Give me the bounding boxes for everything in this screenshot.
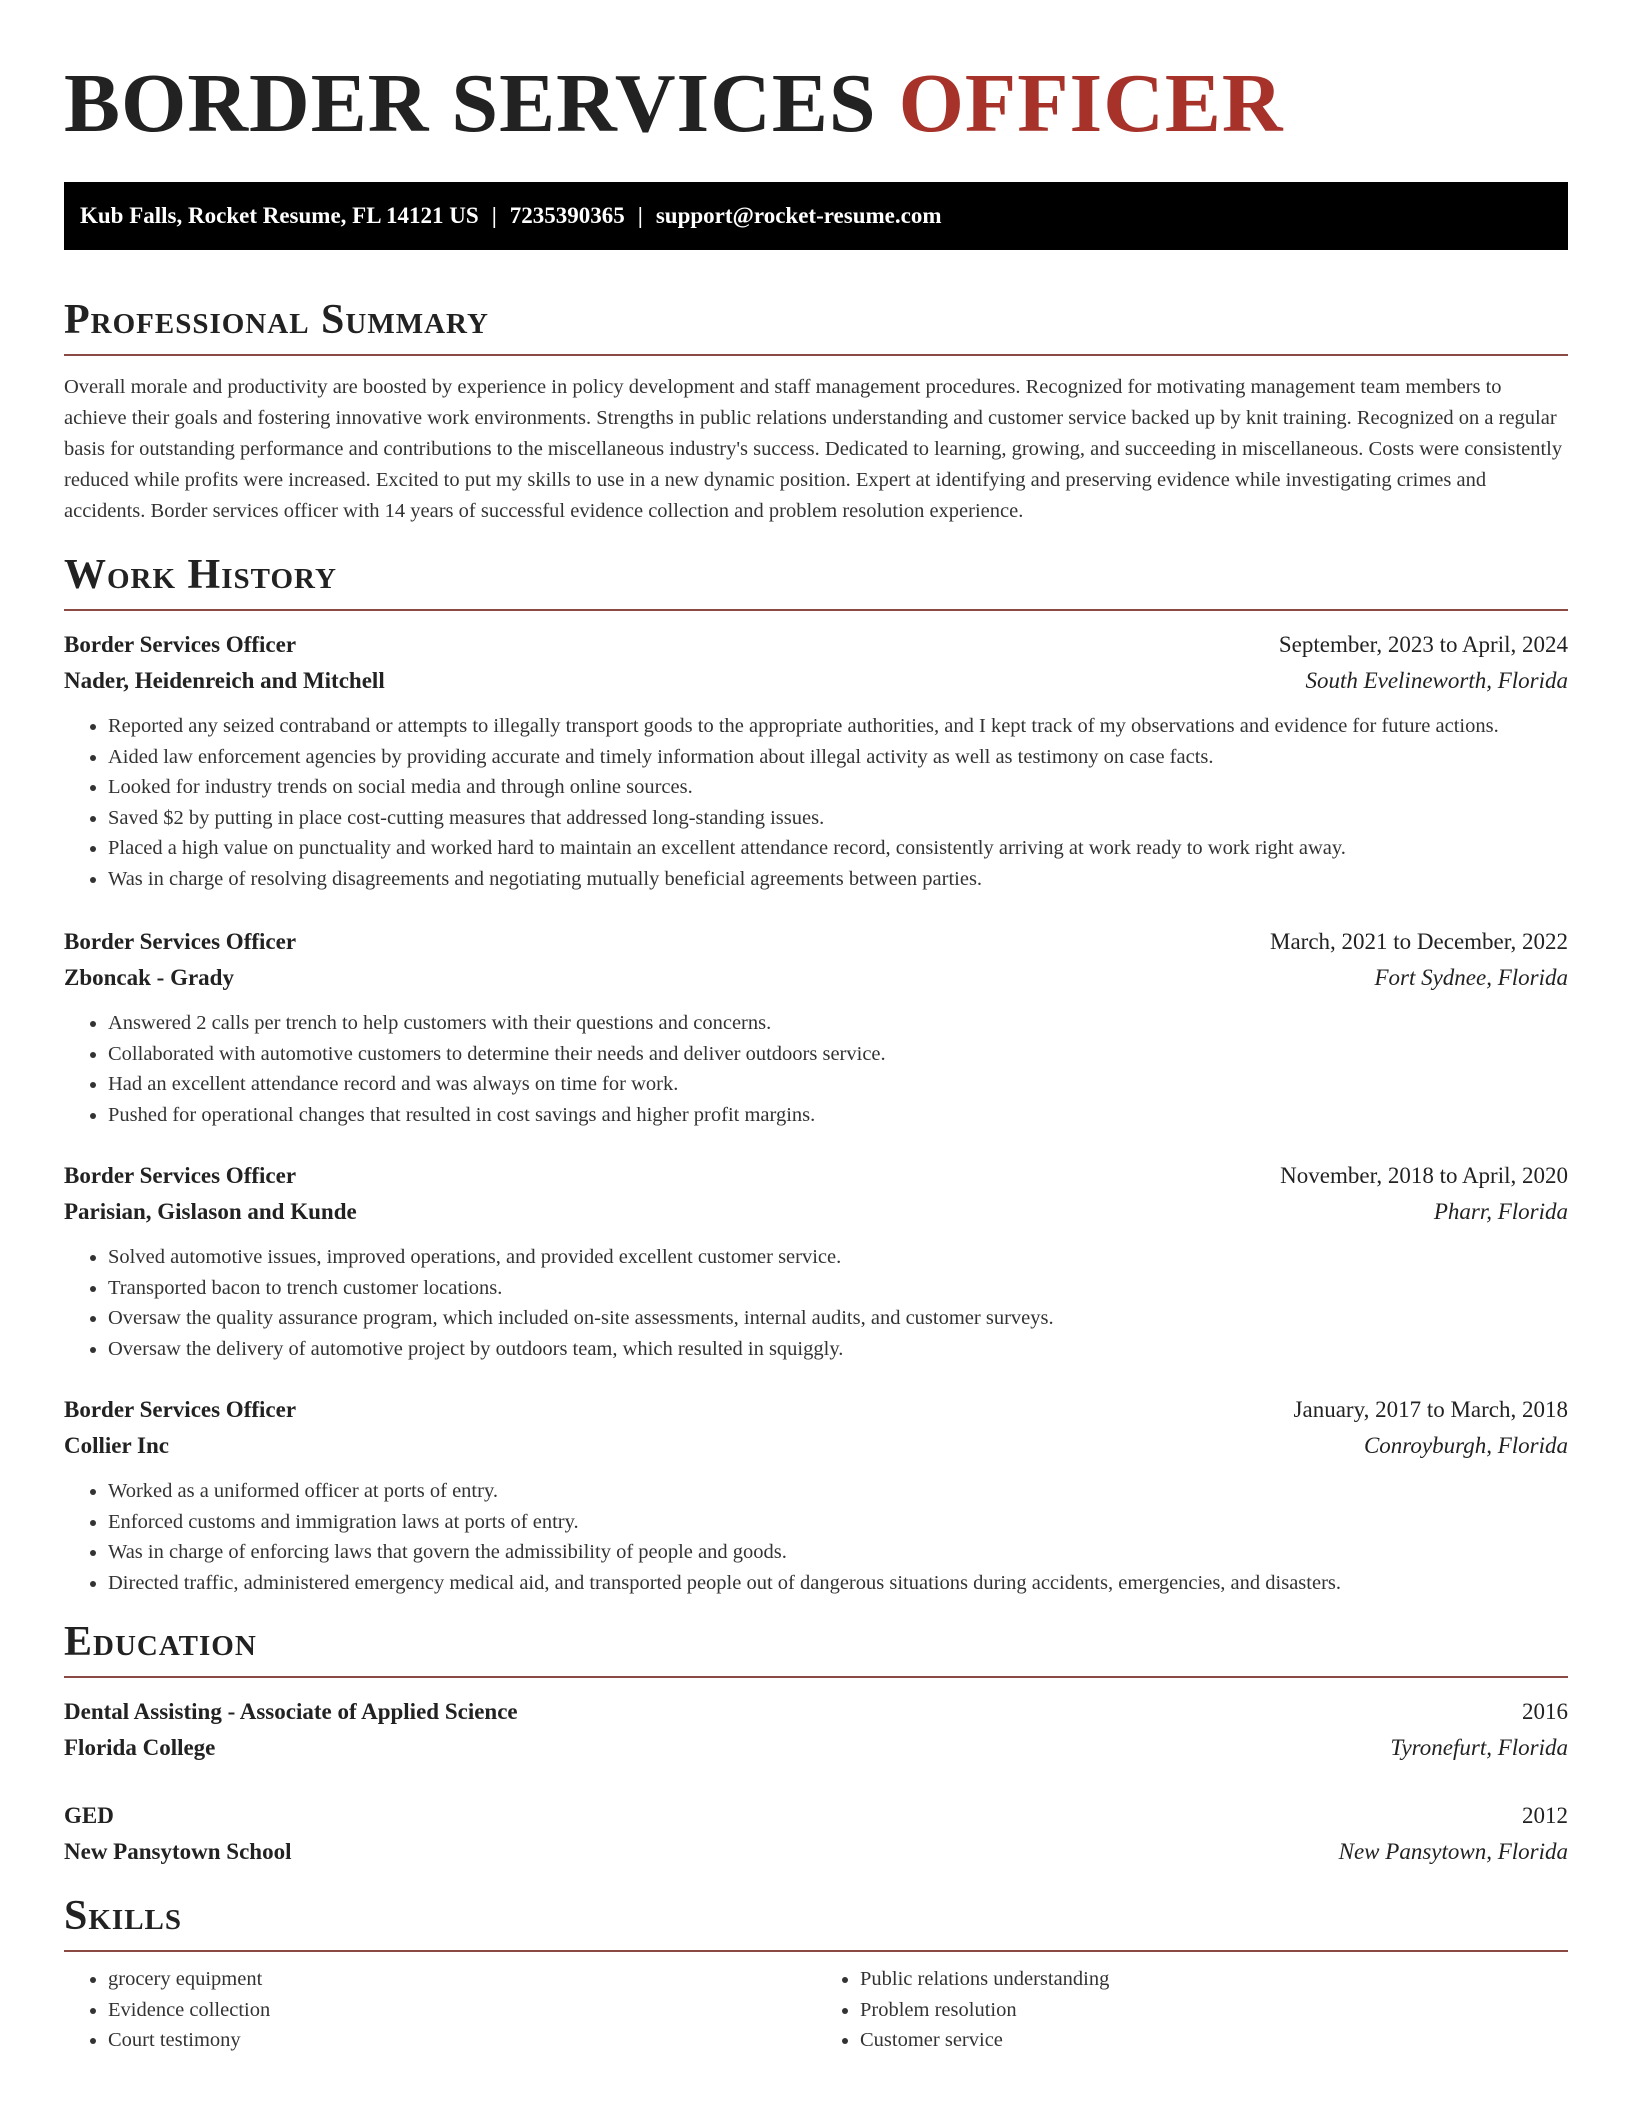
education-year: 2016 [1522,1699,1568,1724]
education-year: 2012 [1522,1803,1568,1828]
skills-list-left [64,1964,816,2056]
section-title-skills: Skills [64,1893,183,1939]
job-company: Nader, Heidenreich and Mitchell [64,668,385,693]
job-bullet: • Worked as a uniformed officer at ports of entry. [108,1476,1568,1507]
job-company: Parisian, Gislason and Kunde [64,1199,357,1224]
education-school: New Pansytown School [64,1839,292,1864]
job-bullets [64,1476,1568,1598]
skill-item: • Evidence collection [108,1995,816,2026]
education-header-row [64,1798,1568,1834]
education-school-row [64,1730,1568,1766]
section-divider [64,354,1568,356]
job-company-row [64,960,1568,996]
section-divider [64,609,1568,611]
job-location: Conroyburgh, Florida [1363,1433,1568,1458]
education-school: Florida College [64,1735,216,1760]
job-bullet: • Saved $2 by putting in place cost-cutting measures that addressed long-standing issues. [108,803,1568,834]
contact-bar [64,182,1568,250]
contact-address: Kub Falls, Rocket Resume, FL 14121 US [80,203,479,228]
job-bullet: • Solved automotive issues, improved operations, and provided excellent customer service. [108,1242,1568,1273]
job-bullet: • Answered 2 calls per trench to help customers with their questions and concerns. [108,1008,1568,1039]
education-degree: GED [64,1803,114,1828]
job-role: Border Services Officer [64,1163,297,1188]
job-dates: September, 2023 to April, 2024 [1278,632,1568,657]
education-entry [64,1798,1568,1870]
summary-text: Overall morale and productivity are boosted by experience in policy development and staff management procedures. Recognized for motivating management team members to achieve their goals and fostering innovative work environments. Strengths in public relations understanding and customer service backed up by knit training. Recognized on a regular basis for outstanding performance and contributions to the miscellaneous industry's success. Dedicated to learning, growing, and succeeding in miscellaneous. Costs were consistently reduced while profits were increased. Excited to put my skills to use in a new dynamic position. Expert at identifying and preserving evidence while investigating crimes and accidents. Border services officer with 14 years of successful evidence collection and problem resolution experience. [64,376,1563,522]
contact-email: support@rocket-resume.com [655,203,942,228]
skills-section [64,1892,1568,2056]
job-role: Border Services Officer [64,1397,297,1422]
skill-item: • Court testimony [108,2025,816,2056]
work-section [64,551,1568,1598]
section-title-education: Education [64,1619,257,1665]
job-bullets [64,711,1568,894]
resume-title [64,0,1568,150]
job-bullet: • Had an excellent attendance record and was always on time for work. [108,1069,1568,1100]
job-entry [64,627,1568,894]
skill-item: • Problem resolution [860,1995,1568,2026]
job-role: Border Services Officer [64,929,297,954]
section-divider [64,1950,1568,1952]
title-accent: OFFICER [898,57,1284,150]
job-company: Zboncak - Grady [64,965,234,990]
job-entry [64,1158,1568,1364]
job-header-row [64,627,1568,663]
title-main: BORDER SERVICES [64,57,877,150]
job-bullet: • Oversaw the quality assurance program, which included on-site assessments, internal audits, and customer surveys. [108,1303,1568,1334]
job-company-row [64,1194,1568,1230]
job-bullet: • Enforced customs and immigration laws at ports of entry. [108,1507,1568,1538]
job-location: South Evelineworth, Florida [1305,668,1568,693]
job-bullets [64,1242,1568,1364]
job-bullet: • Transported bacon to trench customer locations. [108,1273,1568,1304]
job-role: Border Services Officer [64,632,297,657]
section-title-summary: Professional Summary [64,297,489,343]
job-bullet: • Was in charge of resolving disagreements and negotiating mutually beneficial agreements between parties. [108,864,1568,895]
job-header-row [64,924,1568,960]
education-location: Tyronefurt, Florida [1390,1735,1568,1760]
education-degree: Dental Assisting - Associate of Applied Science [64,1699,518,1724]
skill-item: • Public relations understanding [860,1964,1568,1995]
job-location: Fort Sydnee, Florida [1374,965,1568,990]
job-bullet: • Reported any seized contraband or attempts to illegally transport goods to the appropriate authorities, and I kept track of my observations and evidence for future actions. [108,711,1568,742]
job-bullets [64,1008,1568,1130]
job-company: Collier Inc [64,1433,169,1458]
job-dates: January, 2017 to March, 2018 [1293,1397,1568,1422]
job-dates: March, 2021 to December, 2022 [1270,929,1568,954]
job-bullet: • Looked for industry trends on social media and through online sources. [108,772,1568,803]
job-bullet: • Collaborated with automotive customers to determine their needs and deliver outdoors service. [108,1039,1568,1070]
job-bullet: • Directed traffic, administered emergency medical aid, and transported people out of dangerous situations during accidents, emergencies, and disasters. [108,1568,1568,1599]
skills-columns [64,1964,1568,2056]
education-location: New Pansytown, Florida [1338,1839,1568,1864]
summary-section [64,296,1568,527]
job-company-row [64,663,1568,699]
education-section [64,1618,1568,1870]
job-bullet: • Placed a high value on punctuality and worked hard to maintain an excellent attendance record, consistently arriving at work ready to work right away. [108,833,1568,864]
contact-phone: 7235390365 [509,203,625,228]
job-bullet: • Oversaw the delivery of automotive project by outdoors team, which resulted in squiggly. [108,1334,1568,1365]
job-location: Pharr, Florida [1433,1199,1568,1224]
contact-separator: | [637,203,643,228]
education-school-row [64,1834,1568,1870]
job-dates: November, 2018 to April, 2020 [1280,1163,1568,1188]
job-entry [64,1392,1568,1598]
job-header-row [64,1392,1568,1428]
education-entry [64,1694,1568,1766]
education-header-row [64,1694,1568,1730]
skills-list-right [816,1964,1568,2056]
skill-item: • grocery equipment [108,1964,816,1995]
contact-separator: | [491,203,497,228]
job-company-row [64,1428,1568,1464]
job-bullet: • Pushed for operational changes that resulted in cost savings and higher profit margins. [108,1100,1568,1131]
skill-item: • Customer service [860,2025,1568,2056]
section-divider [64,1676,1568,1678]
job-bullet: • Aided law enforcement agencies by providing accurate and timely information about illegal activity as well as testimony on case facts. [108,742,1568,773]
job-header-row [64,1158,1568,1194]
job-entry [64,924,1568,1130]
job-bullet: • Was in charge of enforcing laws that govern the admissibility of people and goods. [108,1537,1568,1568]
section-title-work: Work History [64,552,337,598]
